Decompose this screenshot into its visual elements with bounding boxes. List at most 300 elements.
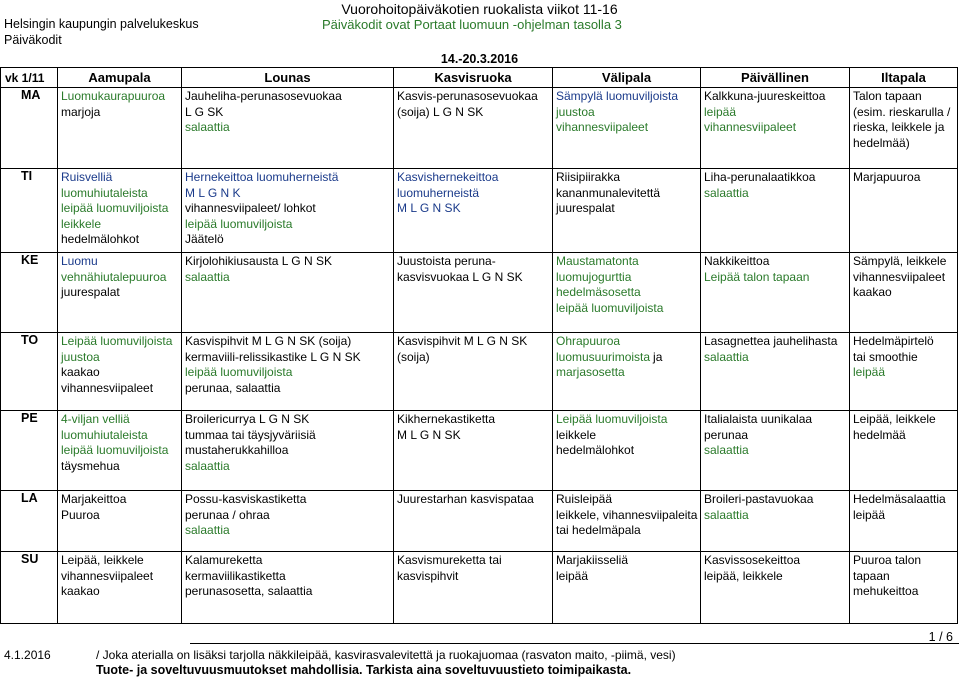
menu-line xyxy=(556,301,698,317)
menu-line xyxy=(397,170,550,186)
menu-line xyxy=(397,553,550,569)
menu-line xyxy=(853,105,955,121)
menu-text: Possu-kasviskastiketta xyxy=(185,492,307,506)
page-number: 1 / 6 xyxy=(928,630,953,644)
menu-line xyxy=(704,89,847,105)
menu-line xyxy=(704,105,847,121)
menu-line xyxy=(61,170,179,186)
menu-line xyxy=(853,584,955,600)
menu-line xyxy=(853,569,955,585)
menu-text: leipää xyxy=(704,104,737,119)
menu-line xyxy=(61,459,179,475)
menu-line xyxy=(185,170,391,186)
menu-line xyxy=(185,443,391,459)
menu-text: Leipää luomuviljoista xyxy=(61,334,173,348)
menu-text: Ohrapuuroa xyxy=(556,334,621,348)
menu-line xyxy=(704,553,847,569)
menu-text: leipää luomuviljoista xyxy=(61,443,169,457)
menu-text: vihannesviipaleet xyxy=(556,120,649,134)
menu-line xyxy=(397,412,550,428)
menu-line xyxy=(853,492,955,508)
menu-line xyxy=(853,350,955,366)
menu-text: leipää luomuviljoista xyxy=(556,300,664,315)
menu-row-ke xyxy=(1,253,958,333)
day-label: PE xyxy=(1,411,58,491)
menu-text: Jäätelö xyxy=(185,232,224,246)
menu-text: Leipää talon tapaan xyxy=(704,269,810,284)
menu-text: tummaa tai täysjyväriisiä xyxy=(185,427,316,442)
menu-cell-lounas xyxy=(182,333,394,411)
menu-text: Broileri-pastavuokaa xyxy=(704,492,814,506)
menu-line xyxy=(853,89,955,105)
menu-cell-aamupala xyxy=(58,333,182,411)
menu-line xyxy=(61,584,179,600)
menu-line xyxy=(61,381,179,397)
menu-line xyxy=(61,508,179,524)
menu-text: perunaa, salaattia xyxy=(185,380,281,395)
menu-text: Lasagnettea jauhelihasta xyxy=(704,334,838,348)
menu-line xyxy=(61,285,179,301)
menu-text: Marjakiisseliä xyxy=(556,553,629,567)
menu-line xyxy=(704,569,847,585)
menu-cell-lounas xyxy=(182,491,394,552)
menu-text: luomuhiutaleista xyxy=(61,427,148,442)
header-row xyxy=(1,68,958,88)
menu-text: Puuroa talon xyxy=(853,553,922,567)
menu-line xyxy=(556,508,698,524)
menu-text: tai hedelmäpala xyxy=(556,523,641,537)
menu-text: Hedelmäpirtelö xyxy=(853,334,934,348)
menu-line xyxy=(556,365,698,381)
menu-line xyxy=(853,365,955,381)
menu-line xyxy=(704,170,847,186)
footer-divider xyxy=(190,643,959,644)
menu-text: salaattia xyxy=(185,523,230,537)
menu-text: Nakkikeittoa xyxy=(704,254,770,268)
menu-text: perunasosetta, salaattia xyxy=(185,584,313,598)
menu-line xyxy=(185,569,391,585)
menu-line xyxy=(61,492,179,508)
menu-text: kasvisvuokaa L G N SK xyxy=(397,269,523,284)
menu-text: hedelmäsosetta xyxy=(556,285,641,299)
menu-cell-lounas xyxy=(182,88,394,169)
menu-text: M L G N SK xyxy=(397,201,461,215)
menu-line xyxy=(704,120,847,136)
menu-text: Leipää, leikkele xyxy=(853,412,936,426)
menu-line xyxy=(185,381,391,397)
menu-text: Kikhernekastiketta xyxy=(397,412,496,426)
menu-text: Maustamatonta xyxy=(556,254,639,268)
menu-cell-valipala xyxy=(553,552,701,624)
menu-text: kermaviili-relissikastike L G N SK xyxy=(185,349,361,364)
page-title: Vuorohoitopäiväkotien ruokalista viikot 11-16 xyxy=(341,1,618,17)
menu-text: Juurestarhan kasvispataa xyxy=(397,492,534,506)
menu-line xyxy=(61,105,179,121)
menu-text: juustoa xyxy=(556,104,595,119)
menu-text: mustaherukkahilloa xyxy=(185,443,289,457)
menu-text: Kasvispihvit M L G N SK (soija) xyxy=(185,334,352,348)
menu-cell-lounas xyxy=(182,169,394,253)
menu-line xyxy=(704,270,847,286)
menu-text: Luomukaurapuuroa xyxy=(61,89,166,103)
menu-line xyxy=(397,186,550,202)
menu-line xyxy=(556,334,698,350)
menu-row-ti xyxy=(1,169,958,253)
menu-text: marjasosetta xyxy=(556,365,625,379)
menu-text: Hedelmäsalaattia xyxy=(853,492,946,506)
menu-text: tai smoothie xyxy=(853,349,918,364)
menu-line xyxy=(397,350,550,366)
column-header-lounas: Lounas xyxy=(182,68,394,88)
column-header-iltapala: Iltapala xyxy=(850,68,958,88)
menu-cell-paivallinen xyxy=(701,88,850,169)
menu-line xyxy=(556,170,698,186)
menu-line xyxy=(853,553,955,569)
menu-cell-aamupala xyxy=(58,253,182,333)
menu-line xyxy=(61,186,179,202)
menu-line xyxy=(61,428,179,444)
menu-line xyxy=(61,232,179,248)
column-header-paivallinen: Päivällinen xyxy=(701,68,850,88)
menu-cell-kasvisruoka xyxy=(394,253,553,333)
menu-line xyxy=(556,254,698,270)
menu-text: Jauheliha-perunasosevuokaa xyxy=(185,89,342,103)
menu-cell-iltapala xyxy=(850,411,958,491)
column-header-kasvisruoka: Kasvisruoka xyxy=(394,68,553,88)
menu-cell-paivallinen xyxy=(701,552,850,624)
menu-cell-paivallinen xyxy=(701,333,850,411)
menu-line xyxy=(853,170,955,186)
menu-line xyxy=(185,492,391,508)
menu-line xyxy=(397,492,550,508)
menu-text: Luomu xyxy=(61,254,98,268)
menu-cell-lounas xyxy=(182,253,394,333)
menu-line xyxy=(704,492,847,508)
menu-line xyxy=(853,508,955,524)
menu-line xyxy=(61,201,179,217)
menu-line xyxy=(185,334,391,350)
menu-line xyxy=(704,412,847,428)
menu-text: salaattia xyxy=(185,269,230,284)
menu-table xyxy=(0,67,958,624)
menu-text: salaattia xyxy=(704,443,749,457)
menu-row-to xyxy=(1,333,958,411)
menu-text: (esim. rieskarulla / xyxy=(853,104,951,119)
menu-cell-paivallinen xyxy=(701,491,850,552)
menu-line xyxy=(556,443,698,459)
menu-text: vihannesviipaleet xyxy=(853,269,946,284)
menu-line xyxy=(185,120,391,136)
menu-text: hedelmälohkot xyxy=(556,443,635,457)
menu-text: juurespalat xyxy=(61,285,120,299)
menu-text: Kalkkuna-juureskeittoa xyxy=(704,89,826,103)
menu-line xyxy=(185,254,391,270)
menu-cell-kasvisruoka xyxy=(394,333,553,411)
footer-date: 4.1.2016 xyxy=(4,648,51,662)
menu-text: Kasvis-perunasosevuokaa xyxy=(397,89,538,103)
menu-text: leipää, leikkele xyxy=(704,568,783,583)
menu-line xyxy=(556,201,698,217)
menu-line xyxy=(61,254,179,270)
menu-line xyxy=(61,334,179,350)
menu-cell-aamupala xyxy=(58,88,182,169)
menu-line xyxy=(556,412,698,428)
menu-text: hedelmää xyxy=(853,427,906,442)
menu-text: luomuherneistä xyxy=(397,185,480,200)
menu-text: kaakao xyxy=(61,365,100,379)
menu-text: L G SK xyxy=(185,104,224,119)
day-label: SU xyxy=(1,552,58,624)
menu-cell-valipala xyxy=(553,253,701,333)
menu-text: salaattia xyxy=(185,120,230,134)
menu-text: mehukeittoa xyxy=(853,584,919,598)
menu-text: salaattia xyxy=(704,507,749,522)
week-dates: 14.-20.3.2016 xyxy=(440,52,519,66)
menu-line xyxy=(853,285,955,301)
menu-cell-valipala xyxy=(553,169,701,253)
menu-line xyxy=(853,270,955,286)
menu-cell-iltapala xyxy=(850,169,958,253)
menu-line xyxy=(556,492,698,508)
menu-text: tapaan xyxy=(853,568,890,583)
menu-text: Sämpylä luomuviljoista xyxy=(556,89,679,103)
organization-name: Helsingin kaupungin palvelukeskus xyxy=(4,17,199,31)
menu-text: leipää luomuviljoista xyxy=(185,216,293,231)
footer-note: / Joka aterialla on lisäksi tarjolla näkkileipää, kasvirasvalevitettä ja ruokajuomaa (rasvaton maito, -piimä, vesi) xyxy=(96,648,676,662)
menu-line xyxy=(185,459,391,475)
menu-text: salaattia xyxy=(704,185,749,200)
menu-cell-lounas xyxy=(182,411,394,491)
menu-line xyxy=(397,334,550,350)
menu-cell-paivallinen xyxy=(701,169,850,253)
menu-line xyxy=(185,508,391,524)
menu-line xyxy=(397,254,550,270)
menu-text: hedelmälohkot xyxy=(61,232,140,246)
menu-cell-kasvisruoka xyxy=(394,411,553,491)
menu-line xyxy=(185,201,391,217)
menu-cell-iltapala xyxy=(850,253,958,333)
menu-cell-paivallinen xyxy=(701,411,850,491)
menu-line xyxy=(556,186,698,202)
menu-text: Italialaista uunikalaa xyxy=(704,412,813,426)
menu-text: perunaa / ohraa xyxy=(185,507,270,522)
menu-text: vihannesviipaleet xyxy=(704,120,797,134)
menu-cell-lounas xyxy=(182,552,394,624)
menu-line xyxy=(397,201,550,217)
menu-text: hedelmää) xyxy=(853,135,910,150)
menu-text: Kasvishernekeittoa xyxy=(397,170,499,184)
menu-text: Kasvispihvit M L G N SK xyxy=(397,334,528,348)
menu-text: Kasvismureketta tai xyxy=(397,553,502,567)
menu-text: leipää xyxy=(556,568,589,583)
menu-text: Marjakeittoa xyxy=(61,492,127,506)
menu-line xyxy=(704,186,847,202)
menu-cell-aamupala xyxy=(58,411,182,491)
menu-text: ja xyxy=(653,349,663,364)
menu-line xyxy=(556,553,698,569)
menu-text: vehnähiutalepuuroa xyxy=(61,269,167,284)
menu-line xyxy=(853,120,955,136)
menu-row-su xyxy=(1,552,958,624)
day-label: LA xyxy=(1,491,58,552)
footer-disclaimer: Tuote- ja soveltuvuusmuutokset mahdollisia. Tarkista aina soveltuvuustieto toimipaikasta. xyxy=(96,663,632,677)
menu-line xyxy=(185,428,391,444)
menu-text: (soija) L G N SK xyxy=(397,104,484,119)
menu-text: Ruisvelliä xyxy=(61,170,113,184)
menu-text: Hernekeittoa luomuherneistä xyxy=(185,170,339,184)
program-level-note: Päiväkodit ovat Portaat luomuun -ohjelman tasolla 3 xyxy=(322,17,622,32)
unit-name: Päiväkodit xyxy=(4,33,62,47)
menu-line xyxy=(704,508,847,524)
column-header-valipala: Välipala xyxy=(553,68,701,88)
day-label: TI xyxy=(1,169,58,253)
menu-text: vihannesviipaleet xyxy=(61,380,154,395)
menu-line xyxy=(556,523,698,539)
menu-text: leipää luomuviljoista xyxy=(61,201,169,215)
day-label: KE xyxy=(1,253,58,333)
menu-line xyxy=(556,105,698,121)
day-label: MA xyxy=(1,88,58,169)
menu-line xyxy=(61,412,179,428)
menu-line xyxy=(704,334,847,350)
menu-text: leipää xyxy=(853,365,886,379)
menu-text: vihannesviipaleet xyxy=(61,568,154,583)
menu-line xyxy=(185,89,391,105)
menu-cell-valipala xyxy=(553,491,701,552)
menu-line xyxy=(397,105,550,121)
menu-text: kananmunalevitettä xyxy=(556,185,661,200)
menu-cell-kasvisruoka xyxy=(394,491,553,552)
menu-line xyxy=(704,443,847,459)
menu-line xyxy=(185,186,391,202)
menu-row-ma xyxy=(1,88,958,169)
menu-text: Puuroa xyxy=(61,507,100,522)
menu-cell-kasvisruoka xyxy=(394,88,553,169)
menu-cell-valipala xyxy=(553,88,701,169)
menu-line xyxy=(853,334,955,350)
menu-cell-iltapala xyxy=(850,333,958,411)
menu-text: Broilericurrya L G N SK xyxy=(185,412,310,426)
menu-line xyxy=(556,89,698,105)
menu-line xyxy=(853,254,955,270)
menu-line xyxy=(185,105,391,121)
menu-line xyxy=(61,553,179,569)
menu-text: M L G N SK xyxy=(397,427,461,442)
menu-row-pe xyxy=(1,411,958,491)
menu-cell-aamupala xyxy=(58,552,182,624)
menu-text: luomuhiutaleista xyxy=(61,185,148,200)
menu-text: salaattia xyxy=(704,349,749,364)
menu-cell-valipala xyxy=(553,333,701,411)
menu-text: luomusuurimoista xyxy=(556,349,651,364)
menu-text: kaakao xyxy=(853,285,892,299)
menu-text: Marjapuuroa xyxy=(853,170,921,184)
menu-line xyxy=(61,270,179,286)
menu-line xyxy=(853,428,955,444)
menu-line xyxy=(397,270,550,286)
menu-line xyxy=(185,232,391,248)
column-header-aamupala: Aamupala xyxy=(58,68,182,88)
menu-text: Leipää, leikkele xyxy=(61,553,144,567)
menu-line xyxy=(704,350,847,366)
menu-line xyxy=(853,412,955,428)
menu-line xyxy=(61,365,179,381)
menu-text: Juustoista peruna- xyxy=(397,254,496,268)
menu-line xyxy=(61,569,179,585)
menu-line xyxy=(556,569,698,585)
menu-text: kasvispihvit xyxy=(397,568,459,583)
menu-cell-kasvisruoka xyxy=(394,552,553,624)
menu-text: Kasvissosekeittoa xyxy=(704,553,801,567)
menu-line xyxy=(397,569,550,585)
menu-line xyxy=(185,584,391,600)
menu-cell-kasvisruoka xyxy=(394,169,553,253)
menu-line xyxy=(853,136,955,152)
menu-text: leikkele xyxy=(61,216,102,231)
menu-text: leikkele, vihannesviipaleita xyxy=(556,507,698,522)
menu-text: leipää xyxy=(853,507,886,522)
menu-cell-valipala xyxy=(553,411,701,491)
menu-cell-paivallinen xyxy=(701,253,850,333)
menu-line xyxy=(185,412,391,428)
menu-line xyxy=(556,285,698,301)
menu-line xyxy=(185,217,391,233)
menu-cell-aamupala xyxy=(58,169,182,253)
menu-line xyxy=(556,350,698,366)
menu-line xyxy=(704,428,847,444)
menu-line xyxy=(185,523,391,539)
menu-text: perunaa xyxy=(704,427,749,442)
menu-text: Liha-perunalaatikkoa xyxy=(704,170,816,184)
menu-text: 4-viljan velliä xyxy=(61,412,130,426)
menu-cell-iltapala xyxy=(850,552,958,624)
menu-text: Leipää luomuviljoista xyxy=(556,412,668,426)
menu-line xyxy=(185,365,391,381)
menu-text: juurespalat xyxy=(556,201,615,215)
column-header-week: vk 1/11 xyxy=(1,68,58,88)
menu-text: (soija) xyxy=(397,349,430,364)
menu-text: vihannesviipaleet/ lohkot xyxy=(185,201,316,215)
menu-text: marjoja xyxy=(61,104,101,119)
menu-cell-iltapala xyxy=(850,88,958,169)
menu-line xyxy=(397,428,550,444)
menu-line xyxy=(704,254,847,270)
menu-text: luomujogurttia xyxy=(556,269,632,284)
menu-text: juustoa xyxy=(61,349,100,364)
menu-line xyxy=(556,120,698,136)
menu-line xyxy=(556,270,698,286)
menu-line xyxy=(556,428,698,444)
menu-line xyxy=(185,350,391,366)
menu-line xyxy=(185,553,391,569)
menu-text: kermaviilikastiketta xyxy=(185,568,286,583)
menu-line xyxy=(61,217,179,233)
menu-line xyxy=(397,89,550,105)
menu-text: leikkele xyxy=(556,427,597,442)
menu-text: leipää luomuviljoista xyxy=(185,365,293,379)
menu-text: M L G N K xyxy=(185,185,241,200)
menu-line xyxy=(61,350,179,366)
menu-text: Kirjolohikiusausta L G N SK xyxy=(185,254,332,268)
menu-text: Ruisleipää xyxy=(556,492,613,506)
menu-text: Talon tapaan xyxy=(853,89,922,103)
menu-text: kaakao xyxy=(61,584,100,598)
menu-text: Riisipiirakka xyxy=(556,170,621,184)
menu-line xyxy=(61,89,179,105)
menu-text: Sämpylä, leikkele xyxy=(853,254,947,268)
menu-row-la xyxy=(1,491,958,552)
menu-text: täysmehua xyxy=(61,458,120,473)
